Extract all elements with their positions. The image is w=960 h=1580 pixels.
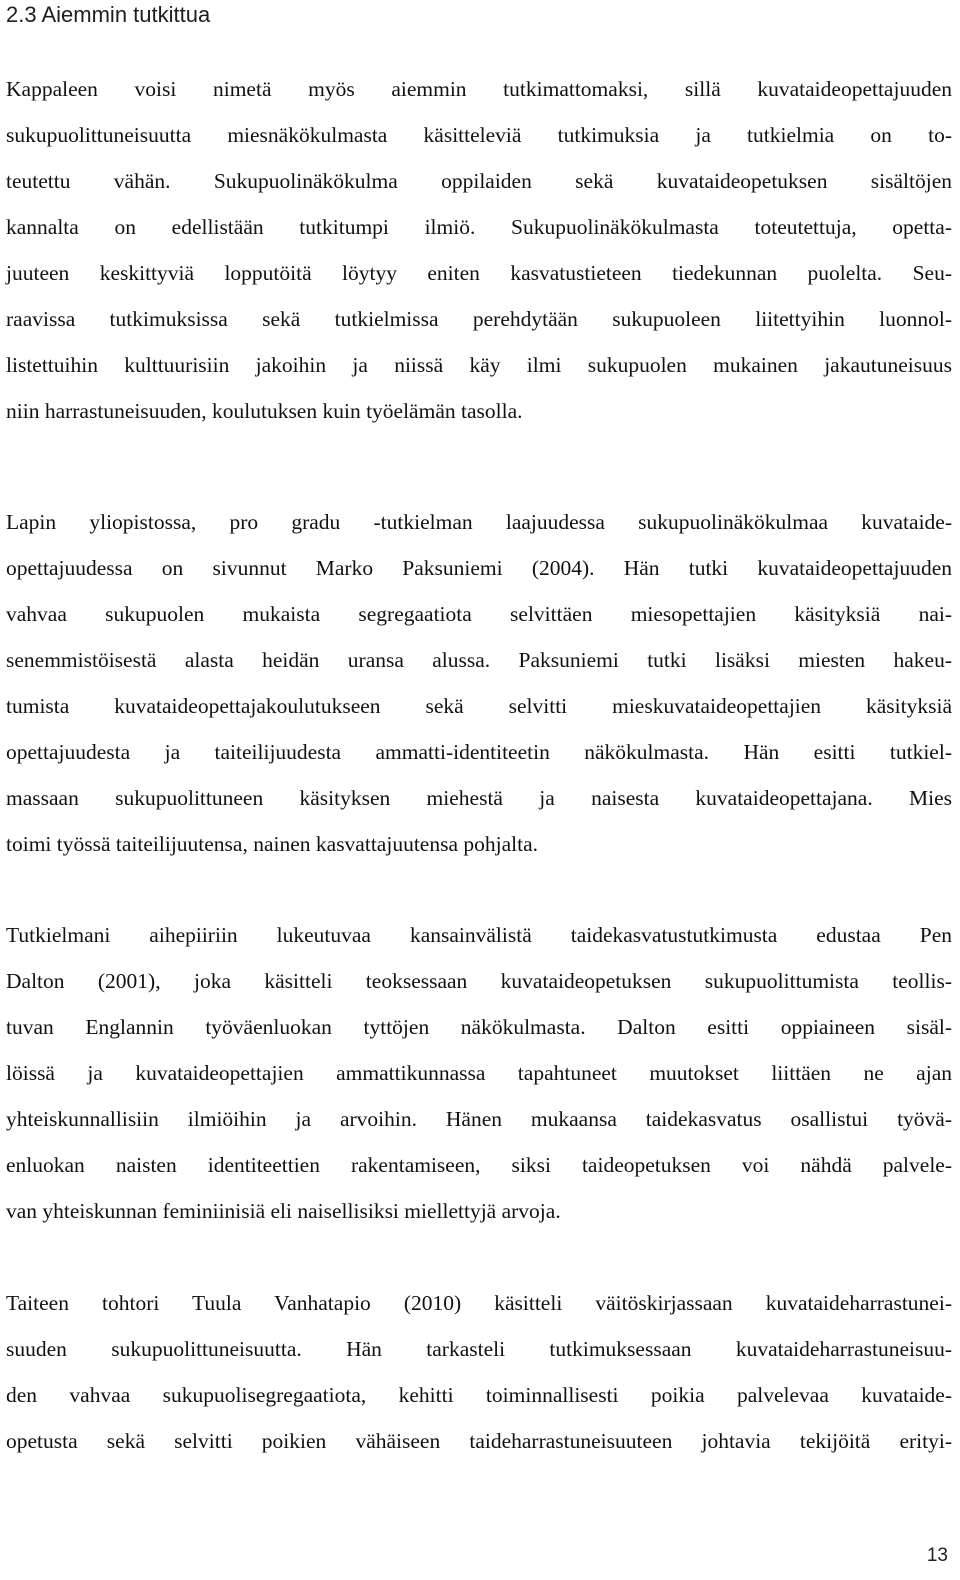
paragraph-4 bbox=[6, 1288, 952, 1472]
text-line: kannalta on edellistään tutkitumpi ilmiö. Sukupuolinäkökulmasta toteutettuja, opetta- bbox=[6, 215, 952, 239]
text-line: senemmistöisestä alasta heidän uransa alussa. Paksuniemi tutki lisäksi miesten hakeu- bbox=[6, 648, 952, 672]
text-line: Dalton (2001), joka käsitteli teoksessaan kuvataideopetuksen sukupuolittumista teollis- bbox=[6, 969, 952, 993]
text-line: sukupuolittuneisuutta miesnäkökulmasta käsitteleviä tutkimuksia ja tutkielmia on to- bbox=[6, 123, 952, 147]
text-line: van yhteiskunnan feminiinisiä eli naisellisiksi miellettyjä arvoja. bbox=[6, 1199, 561, 1223]
text-line: juuteen keskittyviä lopputöitä löytyy eniten kasvatustieteen tiedekunnan puolelta. Seu- bbox=[6, 261, 952, 285]
text-line: vahvaa sukupuolen mukaista segregaatiota selvittäen miesopettajien käsityksiä nai- bbox=[6, 602, 952, 626]
paragraph-1 bbox=[6, 74, 952, 442]
paragraph-3 bbox=[6, 920, 952, 1242]
page-number: 13 bbox=[926, 1545, 948, 1566]
text-line: löissä ja kuvataideopettajien ammattikunnassa tapahtuneet muutokset liittäen ne ajan bbox=[6, 1061, 952, 1085]
text-line: opettajuudesta ja taiteilijuudesta ammatti-identiteetin näkökulmasta. Hän esitti tutkiel- bbox=[6, 740, 952, 764]
text-line: tuvan Englannin työväenluokan tyttöjen näkökulmasta. Dalton esitti oppiaineen sisäl- bbox=[6, 1015, 952, 1039]
text-line: teutettu vähän. Sukupuolinäkökulma oppilaiden sekä kuvataideopetuksen sisältöjen bbox=[6, 169, 952, 193]
text-line: niin harrastuneisuuden, koulutuksen kuin työelämän tasolla. bbox=[6, 399, 523, 423]
text-line: tumista kuvataideopettajakoulutukseen sekä selvitti mieskuvataideopettajien käsityksiä bbox=[6, 694, 952, 718]
text-line: massaan sukupuolittuneen käsityksen miehestä ja naisesta kuvataideopettajana. Mies bbox=[6, 786, 952, 810]
text-line: Tutkielmani aihepiiriin lukeutuvaa kansainvälistä taidekasvatustutkimusta edustaa Pen bbox=[6, 923, 952, 947]
paragraph-2 bbox=[6, 507, 952, 875]
text-line: opettajuudessa on sivunnut Marko Paksuniemi (2004). Hän tutki kuvataideopettajuuden bbox=[6, 556, 952, 580]
text-line: Lapin yliopistossa, pro gradu -tutkielman laajuudessa sukupuolinäkökulmaa kuvataide- bbox=[6, 510, 952, 534]
text-line: opetusta sekä selvitti poikien vähäiseen taideharrastuneisuuteen johtavia tekijöitä erityi- bbox=[6, 1429, 952, 1453]
text-line: den vahvaa sukupuolisegregaatiota, kehitti toiminnallisesti poikia palvelevaa kuvataide- bbox=[6, 1383, 952, 1407]
text-line: yhteiskunnallisiin ilmiöihin ja arvoihin. Hänen mukaansa taidekasvatus osallistui työvä- bbox=[6, 1107, 952, 1131]
text-line: enluokan naisten identiteettien rakentamiseen, siksi taideopetuksen voi nähdä palvele- bbox=[6, 1153, 952, 1177]
text-line: Kappaleen voisi nimetä myös aiemmin tutkimattomaksi, sillä kuvataideopettajuuden bbox=[6, 77, 952, 101]
text-line: listettuihin kulttuurisiin jakoihin ja niissä käy ilmi sukupuolen mukainen jakautuneisuus bbox=[6, 353, 952, 377]
text-line: suuden sukupuolittuneisuutta. Hän tarkasteli tutkimuksessaan kuvataideharrastuneisuu- bbox=[6, 1337, 952, 1361]
section-heading: 2.3 Aiemmin tutkittua bbox=[6, 2, 211, 27]
text-line: Taiteen tohtori Tuula Vanhatapio (2010) käsitteli väitöskirjassaan kuvataideharrastunei- bbox=[6, 1291, 952, 1315]
text-line: raavissa tutkimuksissa sekä tutkielmissa perehdytään sukupuoleen liitettyihin luonnol- bbox=[6, 307, 952, 331]
text-line: toimi työssä taiteilijuutensa, nainen kasvattajuutensa pohjalta. bbox=[6, 832, 538, 856]
